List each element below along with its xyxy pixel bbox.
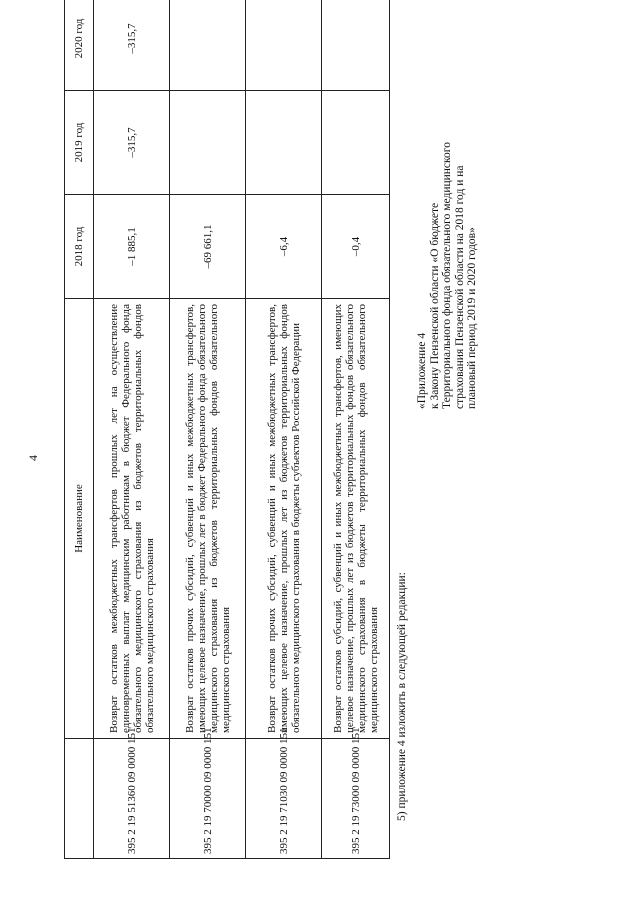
appendix-heading-line: «Приложение 4: [416, 332, 428, 409]
row-value-2018: –6,4: [246, 195, 322, 299]
row-name: Возврат остатков субсидий, субвенций и иных межбюджетных трансфертов, имеющих целевое назначение, прошлых лет из бюджетов территориальных фондов обязательного медицинского страхования в бюджеты территориальных фондов обязательного медицинского страхования: [322, 299, 390, 739]
header-name: Наименование: [65, 299, 94, 739]
table-row: [170, 0, 246, 859]
row-value-2020: [246, 0, 322, 91]
row-value-2020: [322, 0, 390, 91]
row-value-2019: [322, 91, 390, 195]
row-code: 395 2 19 70000 09 0000 151: [170, 739, 246, 859]
row-value-2018: –1 885,1: [94, 195, 170, 299]
budget-table: [64, 0, 390, 859]
appendix-heading-line: плановый период 2019 и 2020 годов»: [466, 227, 478, 409]
table-header-row: [65, 0, 94, 859]
table-row: [322, 0, 390, 859]
row-value-2020: –315,7: [94, 0, 170, 91]
row-value-2018: –69 661,1: [170, 195, 246, 299]
row-name: Возврат остатков прочих субсидий, субвенций и иных межбюджетных трансфертов, имеющих целевое назначение, прошлых лет из бюджетов территориальных фондов обязательного медицинского страхования в бюджеты субъектов Российской Федерации: [246, 299, 322, 739]
appendix-heading-line: Территориального фонда обязательного медицинского: [441, 142, 453, 409]
row-name: Возврат остатков межбюджетных трансфертов прошлых лет на осуществление единовременных выплат медицинским работникам в бюджет Федерального фонда обязательного медицинского страхования из бюджетов территориальных фондов обязательного медицинского страхования: [94, 299, 170, 739]
row-name: Возврат остатков прочих субсидий, субвенций и иных межбюджетных трансфертов, имеющих целевое назначение, прошлых лет в бюджет Федерального фонда обязательного медицинского страхования из бюджетов территориальных фондов обязательного медицинского страхования: [170, 299, 246, 739]
header-2018: 2018 год: [65, 195, 94, 299]
table-row: [94, 0, 170, 859]
appendix-heading-line: страхования Пензенской области на 2018 год и на: [453, 165, 466, 409]
row-code: 395 2 19 51360 09 0000 151: [94, 739, 170, 859]
header-2019: 2019 год: [65, 91, 94, 195]
row-value-2019: [246, 91, 322, 195]
appendix-heading-line: к Закону Пензенской области «О бюджете: [428, 202, 441, 409]
amendment-text: 5) приложение 4 изложить в следующей редакции:: [396, 572, 408, 821]
row-value-2020: [170, 0, 246, 91]
row-value-2019: –315,7: [94, 91, 170, 195]
page-number: 4: [26, 455, 40, 461]
header-code: [65, 739, 94, 859]
table-row: [246, 0, 322, 859]
header-2020: 2020 год: [65, 0, 94, 91]
row-value-2018: –0,4: [322, 195, 390, 299]
row-code: 395 2 19 73000 09 0000 151: [322, 739, 390, 859]
row-code: 395 2 19 71030 09 0000 151: [246, 739, 322, 859]
appendix-heading: [416, 39, 479, 409]
row-value-2019: [170, 91, 246, 195]
